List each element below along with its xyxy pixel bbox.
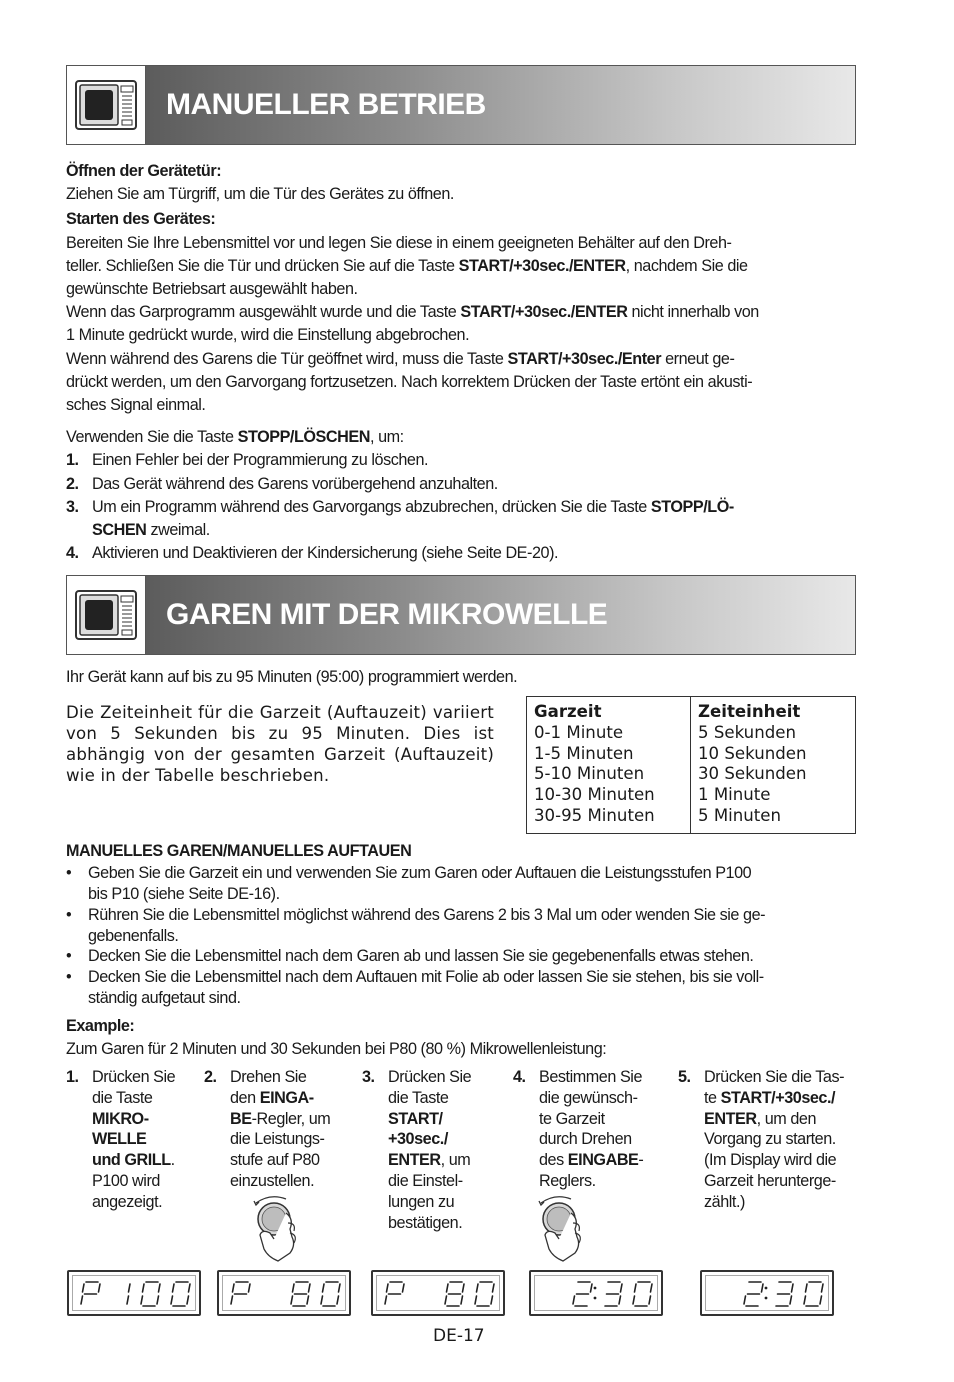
text-span: te Garzeit bbox=[539, 1109, 605, 1128]
lcd-segment bbox=[141, 1296, 143, 1304]
key-label: STOPP/LÖ- bbox=[650, 497, 734, 516]
text-line bbox=[92, 1067, 252, 1088]
key-label: WELLE bbox=[92, 1130, 147, 1149]
text-span: (Im Display wird die bbox=[704, 1151, 837, 1170]
text-span: durch Drehen bbox=[539, 1130, 632, 1149]
key-label: STOPP/LÖSCHEN bbox=[237, 428, 370, 447]
text-line: bis P10 (siehe Seite DE-16). bbox=[88, 885, 280, 903]
text-line: gebenenfalls. bbox=[88, 926, 179, 945]
text-span: Reglers. bbox=[539, 1171, 596, 1190]
lcd-segment bbox=[157, 1296, 159, 1304]
table-cell: 1 Minute bbox=[698, 785, 771, 805]
text-line bbox=[92, 1129, 252, 1150]
text-span: die Taste bbox=[388, 1088, 449, 1107]
bullet-list bbox=[66, 863, 856, 1009]
lcd-segment bbox=[387, 1284, 389, 1292]
lcd-segment bbox=[323, 1284, 325, 1292]
lcd-readout bbox=[219, 1272, 349, 1314]
text-span: , nachdem Sie die bbox=[625, 256, 748, 275]
list-item bbox=[66, 967, 856, 1009]
key-label: EINGA- bbox=[259, 1088, 314, 1107]
text-line bbox=[92, 1192, 252, 1213]
list-item bbox=[66, 905, 856, 947]
text-line bbox=[539, 1109, 699, 1130]
text-span: einzustellen. bbox=[230, 1171, 315, 1190]
text-line bbox=[92, 1171, 252, 1192]
text-span: -Regler, um bbox=[251, 1109, 331, 1128]
text-line: drückt werden, um den Garvorgang fortzusetzen. Nach korrektem Drücken der Taste ertönt ein akusti- bbox=[66, 372, 753, 391]
list-item bbox=[66, 946, 856, 967]
text-span: die gewünsch- bbox=[539, 1088, 638, 1107]
list-text: Aktivieren und Deaktivieren der Kindersicherung (siehe Seite DE-20). bbox=[92, 544, 559, 563]
list-number: 4. bbox=[66, 544, 79, 563]
section-banner-microwave bbox=[66, 575, 856, 655]
text-span: Drücken Sie bbox=[92, 1068, 176, 1086]
lcd-segment bbox=[187, 1296, 189, 1304]
table-header: Garzeit bbox=[534, 702, 602, 721]
text-line: Rühren Sie die Lebensmittel möglichst während des Garens 2 bis 3 Mal um oder wenden Sie sie ge- bbox=[88, 905, 766, 924]
stop-intro bbox=[66, 426, 856, 449]
table-cell: 5 Minuten bbox=[698, 805, 782, 825]
table-cell: 30-95 Minuten bbox=[534, 805, 655, 825]
text-span: Drehen Sie bbox=[230, 1068, 307, 1086]
lcd-segment bbox=[493, 1284, 495, 1292]
key-label: SCHEN bbox=[92, 521, 147, 540]
section-title: MANUELLER BETRIEB bbox=[166, 88, 486, 121]
example-text: Zum Garen für 2 Minuten und 30 Sekunden bei P80 (80 %) Mikrowellenleistung: bbox=[66, 1039, 607, 1058]
table-header: Zeiteinheit bbox=[698, 702, 801, 721]
text-span: - bbox=[638, 1151, 644, 1170]
table-cell: 5-10 Minuten bbox=[534, 764, 645, 784]
lcd-colon bbox=[594, 1287, 597, 1290]
lcd-segment bbox=[475, 1296, 477, 1304]
lcd-segment bbox=[307, 1296, 309, 1304]
text-line bbox=[230, 1109, 390, 1130]
key-label: +30sec./ bbox=[388, 1130, 448, 1149]
text-span: Verwenden Sie die Taste bbox=[66, 428, 238, 447]
text-line bbox=[704, 1109, 864, 1130]
lcd-segment bbox=[81, 1296, 83, 1304]
text-span: Garzeit herunterge- bbox=[704, 1171, 836, 1190]
key-label: BE bbox=[230, 1109, 252, 1128]
lcd-readout bbox=[373, 1272, 503, 1314]
key-label: MIKRO- bbox=[92, 1109, 149, 1128]
step-number: 5. bbox=[678, 1068, 691, 1086]
text-span: P100 wird bbox=[92, 1171, 160, 1190]
lcd-segment bbox=[231, 1296, 233, 1304]
text-span: angezeigt. bbox=[92, 1192, 163, 1211]
text-span: die Einstel- bbox=[388, 1171, 463, 1190]
text-line bbox=[388, 1213, 548, 1234]
text-span: zählt.) bbox=[704, 1192, 745, 1211]
table-cell: 5 Sekunden bbox=[698, 722, 796, 742]
text-line bbox=[704, 1129, 864, 1150]
text-span: die Leistungs- bbox=[230, 1130, 325, 1149]
manual-heading: MANUELLES GAREN/MANUELLES AUFTAUEN bbox=[66, 842, 412, 860]
manual-operation-text bbox=[66, 160, 856, 565]
lcd-segment bbox=[249, 1284, 251, 1292]
key-label: ENTER bbox=[388, 1151, 441, 1170]
lcd-segment bbox=[291, 1296, 293, 1304]
manual-cooking-section bbox=[66, 840, 856, 1061]
list-number: 3. bbox=[66, 497, 79, 516]
lcd-segment bbox=[477, 1284, 479, 1292]
text-line bbox=[92, 1109, 252, 1130]
text-line: Geben Sie die Garzeit ein und verwenden Sie zum Garen oder Auftauen die Leistungsstufen P100 bbox=[88, 864, 752, 883]
text-span: stufe auf P80 bbox=[230, 1151, 320, 1170]
start-heading: Starten des Gerätes: bbox=[66, 210, 216, 229]
step-number: 2. bbox=[204, 1068, 217, 1086]
lcd-readout bbox=[702, 1272, 832, 1314]
display-panel bbox=[217, 1270, 351, 1316]
text-line: Decken Sie die Lebensmittel nach dem Garen ab und lassen Sie sie gegebenenfalls etwas stehen. bbox=[88, 947, 754, 966]
lcd-segment bbox=[83, 1284, 85, 1292]
text-span: . bbox=[170, 1151, 175, 1170]
text-span: , um: bbox=[369, 428, 404, 447]
text-line bbox=[704, 1171, 864, 1192]
table-column-cooking-time bbox=[527, 697, 691, 833]
lcd-segment bbox=[99, 1284, 101, 1292]
text-line: gewünschte Betriebsart ausgewählt haben. bbox=[66, 280, 358, 299]
lcd-segment bbox=[633, 1296, 635, 1304]
lcd-readout bbox=[531, 1272, 661, 1314]
list-item bbox=[66, 449, 856, 472]
lcd-segment bbox=[635, 1284, 637, 1292]
key-label: START/ bbox=[388, 1109, 443, 1128]
text-span: die Taste bbox=[92, 1088, 153, 1107]
lcd-segment bbox=[339, 1284, 341, 1292]
text-line bbox=[388, 1171, 548, 1192]
text-span: teller. Schließen Sie die Tür und drücken Sie auf die Taste bbox=[66, 256, 459, 275]
intro-text: Ihr Gerät kann auf bis zu 95 Minuten (95:00) programmiert werden. bbox=[66, 668, 518, 686]
lcd-segment bbox=[173, 1284, 175, 1292]
table-cell: 0-1 Minute bbox=[534, 722, 624, 742]
list-item bbox=[66, 863, 856, 905]
table-cell: 1-5 Minuten bbox=[534, 743, 634, 763]
lcd-colon bbox=[765, 1287, 768, 1290]
text-line bbox=[539, 1067, 699, 1088]
text-span: , um bbox=[440, 1151, 471, 1170]
microwave-icon bbox=[67, 576, 146, 654]
text-line: Decken Sie die Lebensmittel nach dem Auftauen mit Folie ab oder lassen Sie sie stehen, bis sie voll- bbox=[88, 968, 764, 987]
key-label: START/+30sec./ENTER bbox=[460, 303, 628, 322]
lcd-segment bbox=[790, 1296, 792, 1304]
text-line bbox=[388, 1192, 548, 1213]
lcd-segment bbox=[651, 1284, 653, 1292]
step-number: 3. bbox=[362, 1068, 375, 1086]
lcd-segment bbox=[619, 1296, 621, 1304]
text-span: Wenn während des Garens die Tür geöffnet wird, muss die Taste bbox=[66, 349, 508, 368]
list-text: zweimal. bbox=[146, 521, 210, 540]
lcd-colon bbox=[594, 1297, 597, 1300]
text-line bbox=[539, 1129, 699, 1150]
text-line bbox=[388, 1109, 548, 1130]
lcd-segment bbox=[621, 1284, 623, 1292]
text-line bbox=[388, 1088, 548, 1109]
lcd-segment bbox=[806, 1284, 808, 1292]
start-paragraph bbox=[66, 232, 856, 418]
key-label: und GRILL bbox=[92, 1151, 171, 1170]
lcd-segment bbox=[127, 1296, 129, 1304]
key-label: START/+30sec./ bbox=[720, 1088, 836, 1107]
display-panel bbox=[371, 1270, 505, 1316]
lcd-segment bbox=[804, 1296, 806, 1304]
stop-list bbox=[66, 449, 856, 565]
section-title: GAREN MIT DER MIKROWELLE bbox=[166, 598, 608, 631]
list-item bbox=[66, 496, 856, 542]
hand-dial-icon bbox=[535, 1193, 591, 1265]
lcd-segment bbox=[461, 1296, 463, 1304]
text-span: bestätigen. bbox=[388, 1213, 463, 1232]
display-panel bbox=[529, 1270, 663, 1316]
text-span: Drücken Sie bbox=[388, 1068, 472, 1086]
door-text: Ziehen Sie am Türgriff, um die Tür des Gerätes zu öffnen. bbox=[66, 185, 454, 204]
list-text: Um ein Programm während des Garvorgangs abzubrechen, drücken Sie die Taste bbox=[92, 497, 651, 516]
display-panel bbox=[67, 1270, 201, 1316]
text-span: lungen zu bbox=[388, 1192, 455, 1211]
text-line bbox=[230, 1171, 390, 1192]
lcd-segment bbox=[820, 1296, 822, 1304]
text-span: , um den bbox=[756, 1109, 817, 1128]
step-text bbox=[92, 1067, 252, 1213]
text-line bbox=[539, 1171, 699, 1192]
list-text: Das Gerät während des Garens vorübergehend anzuhalten. bbox=[92, 474, 498, 493]
section-banner-manual bbox=[66, 65, 856, 145]
lcd-segment bbox=[447, 1284, 449, 1292]
lcd-segment bbox=[309, 1284, 311, 1292]
text-line bbox=[704, 1192, 864, 1213]
text-line: Bereiten Sie Ihre Lebensmittel vor und legen Sie diese in einem geeigneten Behälter auf den Dreh- bbox=[66, 233, 732, 252]
text-line bbox=[230, 1129, 390, 1150]
time-unit-table bbox=[526, 696, 856, 834]
text-span: nicht innerhalb von bbox=[627, 303, 759, 322]
hand-dial-icon bbox=[250, 1193, 306, 1265]
text-line bbox=[92, 1150, 252, 1171]
step-text bbox=[388, 1067, 548, 1233]
text-span: Vorgang zu starten. bbox=[704, 1130, 836, 1149]
table-column-time-unit bbox=[691, 697, 814, 833]
step-text bbox=[704, 1067, 864, 1213]
list-item bbox=[66, 542, 856, 565]
time-unit-description: Die Zeiteinheit für die Garzeit (Auftauzeit) variiert von 5 Sekunden bis zu 95 Minuten. Dies ist abhängig von der gesamten Garzeit (Auftauzeit) wie in der Tabelle beschrieben. bbox=[66, 703, 494, 785]
door-heading: Öffnen der Gerätetür: bbox=[66, 162, 222, 180]
text-span: Drücken Sie die Tas- bbox=[704, 1068, 845, 1086]
text-span: Bestimmen Sie bbox=[539, 1068, 643, 1086]
page-number: DE-17 bbox=[433, 1326, 485, 1346]
text-span: des bbox=[539, 1151, 568, 1170]
list-number: 2. bbox=[66, 474, 79, 493]
key-label: ENTER bbox=[704, 1109, 757, 1128]
lcd-segment bbox=[233, 1284, 235, 1292]
table-cell: 30 Sekunden bbox=[698, 764, 807, 784]
text-line bbox=[66, 301, 856, 324]
lcd-segment bbox=[762, 1284, 764, 1292]
lcd-segment bbox=[337, 1296, 339, 1304]
text-line bbox=[230, 1150, 390, 1171]
text-span: Wenn das Garprogramm ausgewählt wurde und die Taste bbox=[66, 303, 461, 322]
lcd-segment bbox=[491, 1296, 493, 1304]
lcd-segment bbox=[445, 1296, 447, 1304]
lcd-segment bbox=[171, 1296, 173, 1304]
lcd-segment bbox=[385, 1296, 387, 1304]
microwave-icon bbox=[67, 66, 146, 144]
text-span: den bbox=[230, 1088, 260, 1107]
text-line bbox=[388, 1150, 548, 1171]
text-line bbox=[539, 1088, 699, 1109]
text-line: sches Signal einmal. bbox=[66, 396, 206, 415]
lcd-segment bbox=[321, 1296, 323, 1304]
lcd-segment bbox=[792, 1284, 794, 1292]
lcd-segment bbox=[403, 1284, 405, 1292]
key-label: EINGABE bbox=[567, 1151, 639, 1170]
table-cell: 10 Sekunden bbox=[698, 743, 807, 763]
text-span: te bbox=[704, 1088, 721, 1107]
text-line bbox=[230, 1088, 390, 1109]
lcd-segment bbox=[159, 1284, 161, 1292]
list-item bbox=[66, 473, 856, 496]
text-span: erneut ge- bbox=[661, 349, 735, 368]
lcd-readout bbox=[69, 1272, 199, 1314]
text-line: ständig aufgetaut sind. bbox=[88, 988, 241, 1007]
step-number: 4. bbox=[513, 1068, 526, 1086]
text-line bbox=[704, 1067, 864, 1088]
text-line bbox=[704, 1150, 864, 1171]
lcd-segment bbox=[293, 1284, 295, 1292]
lcd-segment bbox=[129, 1284, 131, 1292]
lcd-segment bbox=[649, 1296, 651, 1304]
list-text: Einen Fehler bei der Programmierung zu löschen. bbox=[92, 451, 429, 470]
lcd-segment bbox=[822, 1284, 824, 1292]
key-label: START/+30sec./Enter bbox=[507, 349, 662, 368]
text-line bbox=[704, 1088, 864, 1109]
text-line bbox=[92, 1088, 252, 1109]
lcd-segment bbox=[744, 1296, 746, 1304]
lcd-segment bbox=[463, 1284, 465, 1292]
key-label: START/+30sec./ENTER bbox=[458, 256, 626, 275]
list-number: 1. bbox=[66, 451, 79, 470]
text-line bbox=[66, 348, 856, 371]
text-line: 1 Minute gedrückt wurde, wird die Einstellung abgebrochen. bbox=[66, 326, 470, 345]
lcd-segment bbox=[189, 1284, 191, 1292]
step-text bbox=[539, 1067, 699, 1192]
lcd-segment bbox=[573, 1296, 575, 1304]
step-number: 1. bbox=[66, 1068, 79, 1086]
text-line bbox=[66, 255, 856, 278]
text-line bbox=[388, 1129, 548, 1150]
display-panel bbox=[700, 1270, 834, 1316]
lcd-segment bbox=[591, 1284, 593, 1292]
text-line bbox=[539, 1150, 699, 1171]
table-cell: 10-30 Minuten bbox=[534, 785, 655, 805]
example-heading: Example: bbox=[66, 1016, 135, 1035]
lcd-segment bbox=[143, 1284, 145, 1292]
lcd-colon bbox=[765, 1297, 768, 1300]
